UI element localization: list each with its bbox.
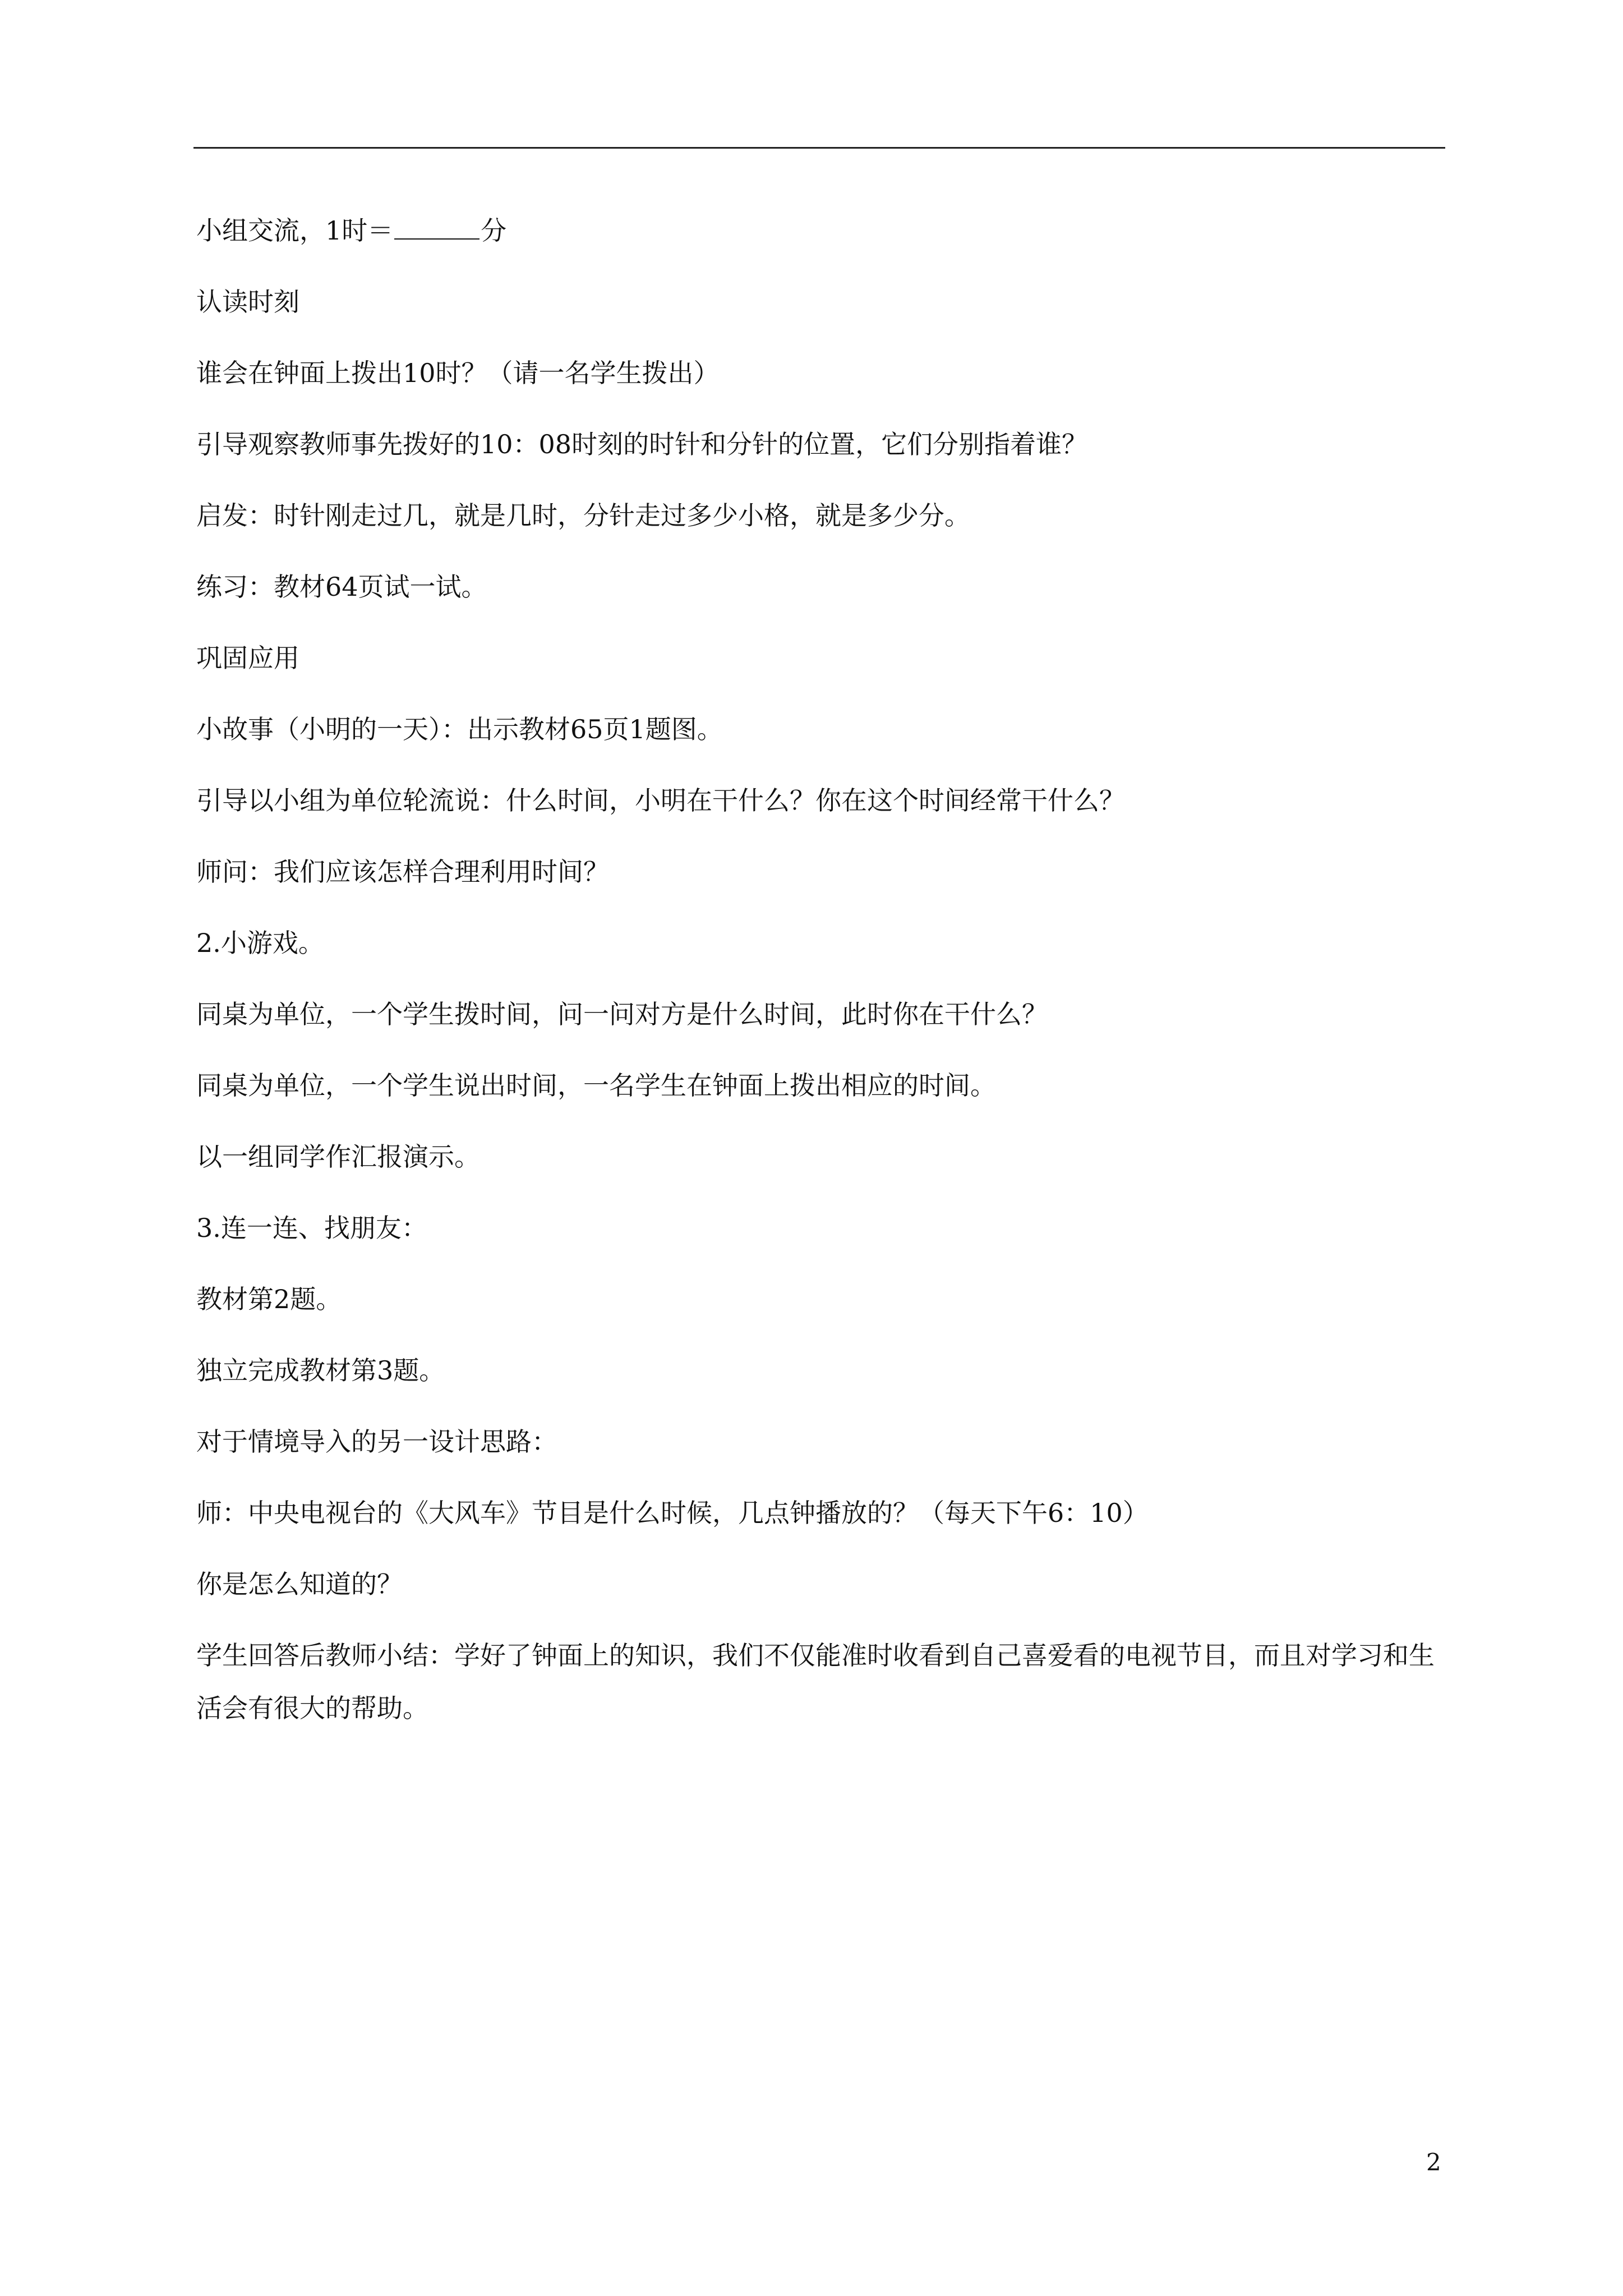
page-number: 2 bbox=[1426, 2148, 1441, 2176]
paragraph: 教材第2题。 bbox=[196, 1284, 342, 1314]
paragraph-text: 分 bbox=[481, 215, 507, 246]
header-rule bbox=[193, 147, 1445, 149]
paragraph: 师问：我们应该怎样合理利用时间？ bbox=[196, 857, 609, 887]
paragraph: 引导以小组为单位轮流说：什么时间，小明在干什么？你在这个时间经常干什么？ bbox=[196, 785, 1125, 816]
paragraph: 练习：教材64页试一试。 bbox=[196, 572, 487, 602]
paragraph: 以一组同学作汇报演示。 bbox=[196, 1142, 480, 1172]
paragraph-summary: 学生回答后教师小结：学好了钟面上的知识，我们不仅能准时收看到自己喜爱看的电视节目，而且对学习和生活会有很大的帮助。 bbox=[196, 1640, 1435, 1723]
section-heading-read-time: 认读时刻 bbox=[196, 287, 299, 317]
list-item-heading: 2.小游戏。 bbox=[196, 928, 324, 958]
paragraph: 引导观察教师事先拨好的10：08时刻的时针和分针的位置，它们分别指着谁？ bbox=[196, 429, 1088, 459]
paragraph: 谁会在钟面上拨出10时？（请一名学生拨出） bbox=[196, 358, 720, 388]
paragraph: 同桌为单位，一个学生拨时间，问一问对方是什么时间，此时你在干什么？ bbox=[196, 999, 1048, 1029]
paragraph: 对于情境导入的另一设计思路： bbox=[196, 1427, 557, 1457]
paragraph-text: 小组交流，1时＝ bbox=[196, 215, 394, 246]
fill-blank bbox=[394, 210, 479, 240]
paragraph: 你是怎么知道的？ bbox=[196, 1569, 403, 1599]
paragraph-group-exchange bbox=[196, 210, 1453, 247]
list-item-heading: 3.连一连、找朋友： bbox=[196, 1213, 427, 1243]
paragraph: 同桌为单位，一个学生说出时间，一名学生在钟面上拨出相应的时间。 bbox=[196, 1070, 996, 1101]
section-heading-consolidate: 巩固应用 bbox=[196, 643, 299, 673]
paragraph: 独立完成教材第3题。 bbox=[196, 1355, 445, 1386]
paragraph: 启发：时针刚走过几，就是几时，分针走过多少小格，就是多少分。 bbox=[196, 500, 970, 531]
paragraph: 小故事（小明的一天）：出示教材65页1题图。 bbox=[196, 714, 723, 744]
paragraph: 师：中央电视台的《大风车》节目是什么时候，几点钟播放的？（每天下午6：10） bbox=[196, 1498, 1149, 1528]
document-body bbox=[196, 210, 1453, 1772]
